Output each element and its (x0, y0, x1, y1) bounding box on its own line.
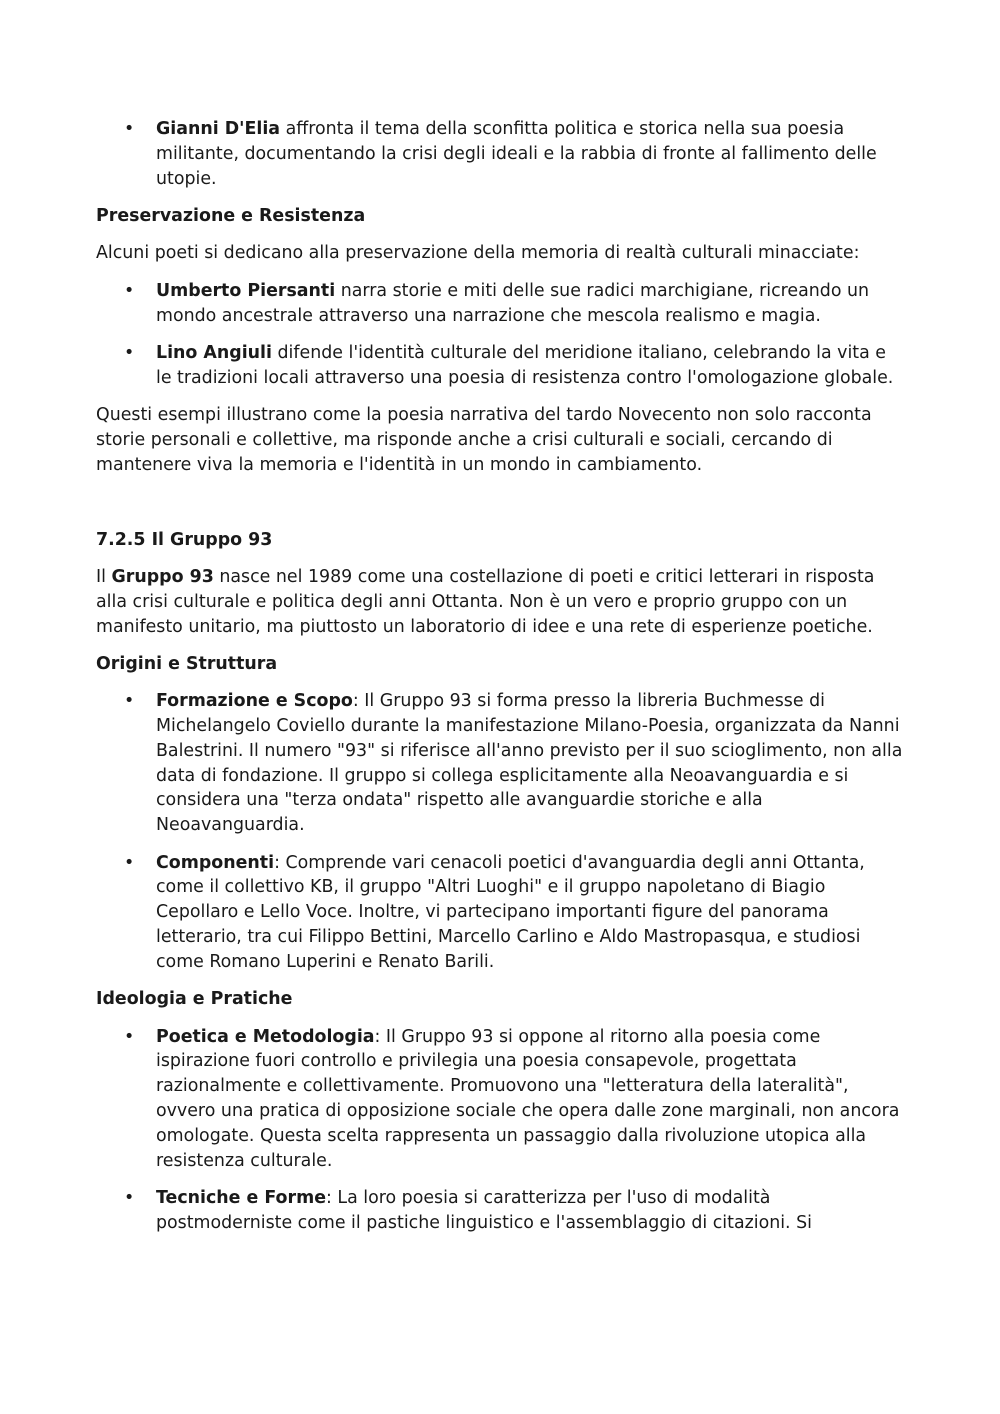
intro-pre: Il (96, 566, 112, 587)
list-item-text: : Il Gruppo 93 si forma presso la libreria Buchmesse di Michelangelo Coviello durante la manifestazione Milano-Poesia, organizzata da Nanni Balestrini. Il numero "93" si riferisce all'anno previsto per il suo scioglimento, non alla data di fondazione. Il gruppo si collega esplicitamente alla Neoavanguardia e si considera una "terza ondata" rispetto alle avanguardie storiche e alla Neoavanguardia. (156, 691, 903, 836)
ideologia-list (96, 1025, 906, 1236)
intro-post: nasce nel 1989 come una costellazione di poeti e critici letterari in risposta alla crisi culturale e politica degli anni Ottanta. Non è un vero e proprio gruppo con un manifesto unitario, ma piuttosto un laboratorio di idee e una rete di esperienze poetiche. (96, 566, 875, 637)
list-item-text: : Comprende vari cenacoli poetici d'avanguardia degli anni Ottanta, come il collettivo KB, il gruppo "Altri Luoghi" e il gruppo napoletano di Biagio Cepollaro e Lello Voce. Inoltre, vi partecipano importanti figure del panorama letterario, tra cui Filippo Bettini, Marcello Carlino e Aldo Mastropasqua, e studiosi come Romano Luperini e Renato Barili. (156, 852, 865, 972)
list-item (96, 279, 906, 329)
list-item (96, 1186, 906, 1236)
list-item-text: affronta il tema della sconfitta politica e storica nella sua poesia militante, documentando la crisi degli ideali e la rabbia di fronte al fallimento delle utopie. (156, 119, 877, 189)
paragraph-conclusion: Questi esempi illustrano come la poesia narrativa del tardo Novecento non solo racconta storie personali e collettive, ma risponde anche a crisi culturali e sociali, cercando di mantenere viva la memoria e l'identità in un mondo in cambiamento. (96, 405, 872, 475)
preservazione-list (96, 279, 906, 391)
list-item-text: : Il Gruppo 93 si oppone al ritorno alla poesia come ispirazione fuori controllo e privilegia una poesia consapevole, progettata razionalmente e collettivamente. Promuovono una "letteratura della lateralità", ovvero una pratica di opposizione sociale che opera dalle zone marginali, non ancora omologate. Questa scelta rappresenta un passaggio dalla rivoluzione utopica alla resistenza culturale. (156, 1026, 900, 1171)
list-item-text: narra storie e miti delle sue radici marchigiane, ricreando un mondo ancestrale attraverso una narrazione che mescola realismo e magia. (156, 280, 870, 326)
list-item (96, 1025, 906, 1174)
subheading-origini: Origini e Struttura (96, 653, 278, 674)
subheading-preservazione: Preservazione e Resistenza (96, 205, 366, 226)
paragraph-gruppo-93-intro (96, 565, 906, 639)
bullet-icon: • (124, 1188, 135, 1209)
bullet-icon: • (124, 852, 135, 873)
paragraph-preservazione-intro: Alcuni poeti si dedicano alla preservazione della memoria di realtà culturali minacciate: (96, 243, 860, 264)
bullet-icon: • (124, 1026, 135, 1047)
origini-list (96, 689, 906, 974)
bullet-icon: • (124, 342, 135, 363)
subheading-ideologia: Ideologia e Pratiche (96, 989, 293, 1010)
item-term: Formazione e Scopo (156, 691, 353, 712)
document-page (96, 117, 906, 1248)
list-item-text: difende l'identità culturale del meridione italiano, celebrando la vita e le tradizioni locali attraverso una poesia di resistenza contro l'omologazione globale. (156, 342, 894, 388)
poet-name: Gianni D'Elia (156, 119, 281, 139)
bullet-icon: • (124, 691, 135, 712)
list-item (96, 117, 906, 191)
section-heading-gruppo-93: 7.2.5 Il Gruppo 93 (96, 529, 273, 550)
intro-list (96, 117, 906, 191)
item-term: Poetica e Metodologia (156, 1026, 375, 1047)
item-term: Tecniche e Forme (156, 1188, 326, 1209)
list-item (96, 851, 906, 975)
bullet-icon: • (124, 280, 135, 301)
poet-name: Umberto Piersanti (156, 280, 336, 301)
item-term: Componenti (156, 852, 275, 873)
list-item (96, 689, 906, 838)
list-item (96, 341, 906, 391)
intro-bold: Gruppo 93 (111, 566, 214, 587)
poet-name: Lino Angiuli (156, 342, 272, 363)
list-item-text: : La loro poesia si caratterizza per l'uso di modalità postmoderniste come il pastiche linguistico e l'assemblaggio di citazioni. Si (156, 1188, 812, 1233)
bullet-icon: • (124, 119, 135, 139)
